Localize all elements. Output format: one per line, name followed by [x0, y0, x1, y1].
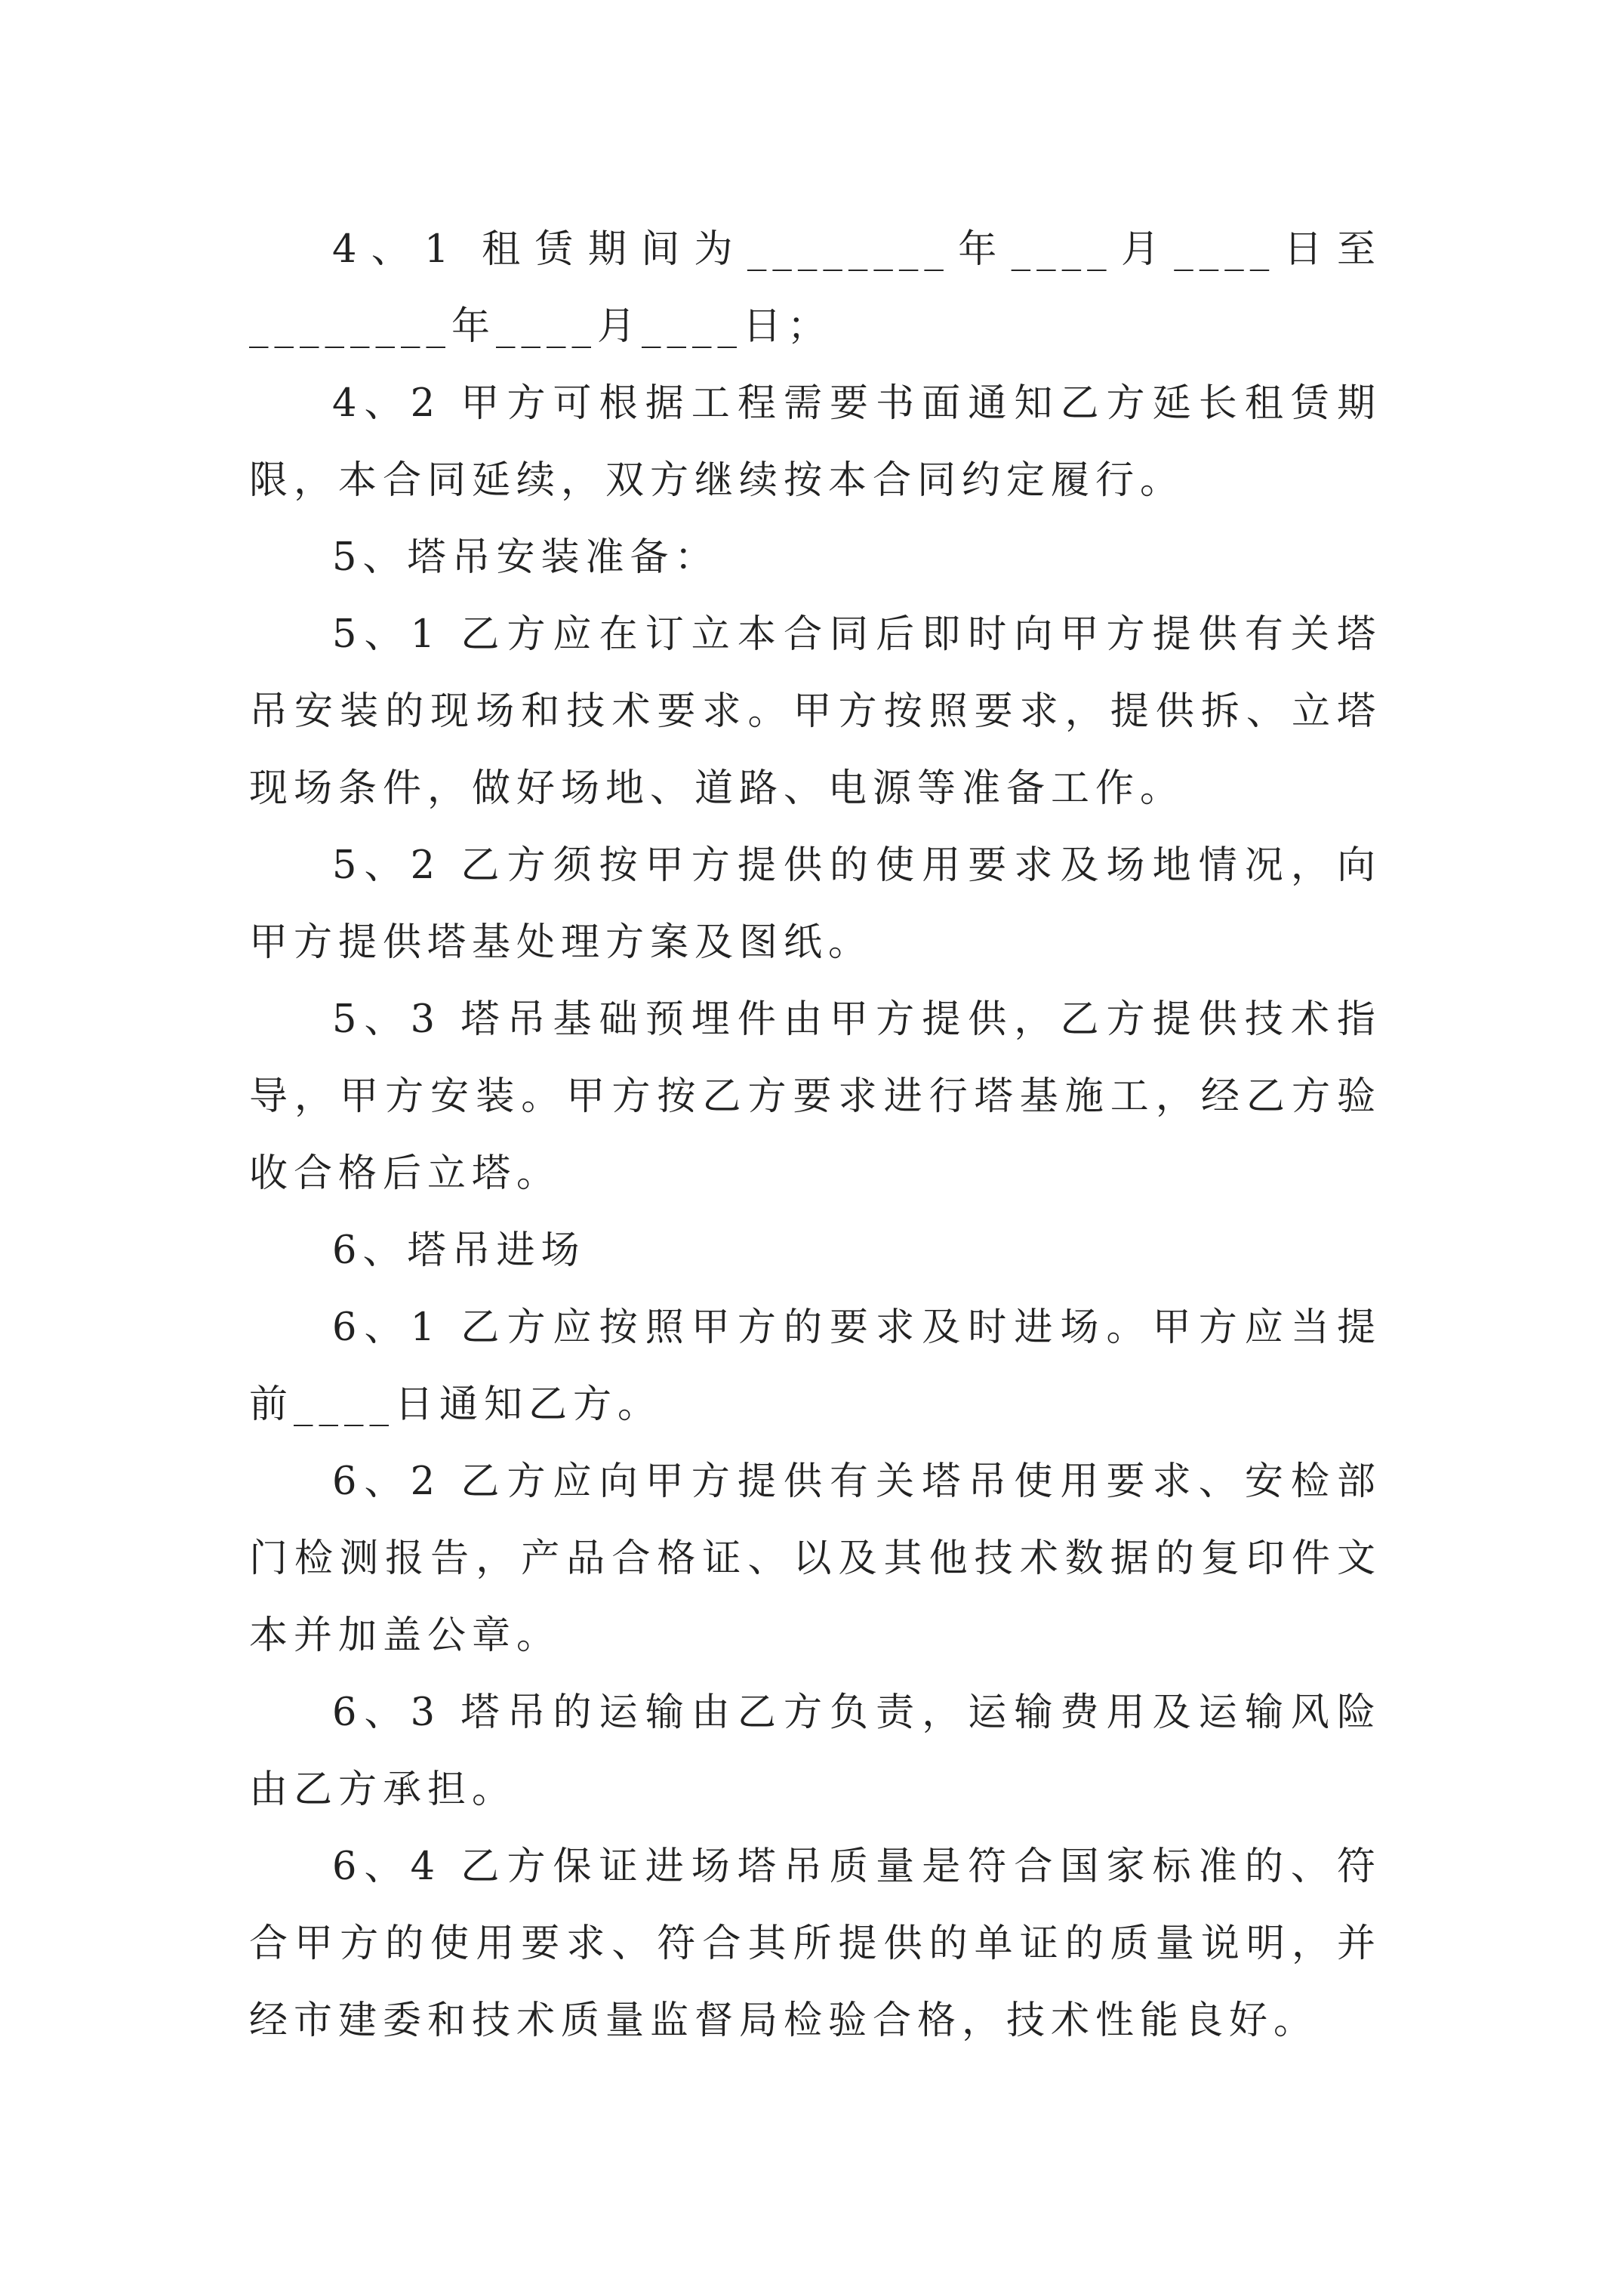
clause-4-2: 4、2 甲方可根据工程需要书面通知乙方延长租赁期限，本合同延续，双方继续按本合同约定履行。	[249, 381, 1381, 503]
document-body	[249, 211, 1381, 2060]
section-6-heading: 6、塔吊进场	[332, 1228, 586, 1273]
clause-4-1: 4、1 租赁期间为________年____月____日至________年____月____日；	[249, 227, 1381, 349]
clause-6-2: 6、2 乙方应向甲方提供有关塔吊使用要求、安检部门检测报告，产品合格证、以及其他技术数据的复印件文本并加盖公章。	[249, 1459, 1381, 1658]
clause-5-1: 5、1 乙方应在订立本合同后即时向甲方提供有关塔吊安装的现场和技术要求。甲方按照要求，提供拆、立塔现场条件，做好场地、道路、电源等准备工作。	[249, 612, 1381, 811]
clause-6-3: 6、3 塔吊的运输由乙方负责，运输费用及运输风险由乙方承担。	[249, 1690, 1381, 1812]
section-5-heading: 5、塔吊安装准备：	[332, 535, 719, 580]
clause-6-4: 6、4 乙方保证进场塔吊质量是符合国家标准的、符合甲方的使用要求、符合其所提供的单证的质量说明，并经市建委和技术质量监督局检验合格，技术性能良好。	[249, 1845, 1381, 2043]
clause-6-1: 6、1 乙方应按照甲方的要求及时进场。甲方应当提前____日通知乙方。	[249, 1305, 1381, 1427]
clause-5-3: 5、3 塔吊基础预埋件由甲方提供，乙方提供技术指导，甲方安装。甲方按乙方要求进行塔基施工，经乙方验收合格后立塔。	[249, 997, 1381, 1196]
clause-5-2: 5、2 乙方须按甲方提供的使用要求及场地情况，向甲方提供塔基处理方案及图纸。	[249, 843, 1381, 965]
